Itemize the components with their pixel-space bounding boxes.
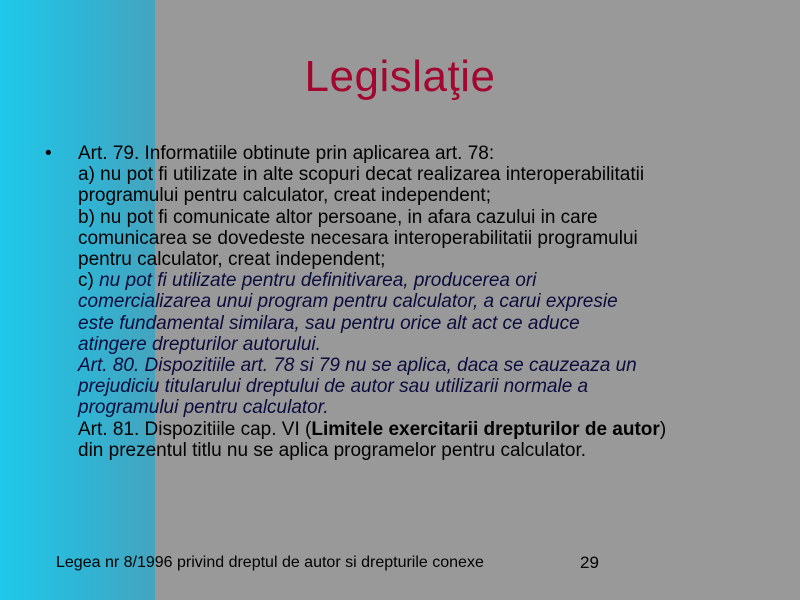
- slide-body: [78, 143, 773, 461]
- italic-line: comercializarea unui program pentru calculator, a carui expresie: [78, 291, 618, 313]
- list-marker-c: c): [78, 270, 100, 292]
- italic-clause: nu pot fi utilizate pentru definitivarea, producerea ori: [99, 270, 537, 292]
- body-line: comunicarea se dovedeste necesara interoperabilitatii programului: [78, 227, 638, 249]
- page-number: 29: [580, 553, 599, 572]
- bullet-icon: •: [45, 143, 52, 164]
- art81-prefix: Art. 81. Dispozitiile cap. VI (: [78, 418, 312, 440]
- body-line: [78, 270, 773, 291]
- body-line: pentru calculator, creat independent;: [78, 249, 386, 271]
- italic-line: Art. 80. Dispozitiile art. 78 si 79 nu se aplica, daca se cauzeaza un: [78, 355, 637, 377]
- bold-phrase: Limitele exercitarii drepturilor de autor: [311, 418, 660, 440]
- italic-line: este fundamental similara, sau pentru orice alt act ce aduce: [78, 312, 580, 334]
- body-line: b) nu pot fi comunicate altor persoane, in afara cazului in care: [78, 206, 598, 228]
- slide-footer: Legea nr 8/1996 privind dreptul de autor si drepturile conexe: [56, 554, 484, 571]
- italic-line: programului pentru calculator.: [78, 397, 329, 419]
- art81-close-paren: ): [659, 418, 667, 440]
- body-line: a) nu pot fi utilizate in alte scopuri decat realizarea interoperabilitatii: [78, 164, 645, 186]
- italic-line: atingere drepturilor autorului.: [78, 333, 321, 355]
- body-line: programului pentru calculator, creat independent;: [78, 185, 491, 207]
- body-line: din prezentul titlu nu se aplica programelor pentru calculator.: [78, 439, 587, 461]
- body-line: [78, 419, 773, 440]
- italic-line: prejudiciu titularului dreptului de autor sau utilizarii normale a: [78, 376, 589, 398]
- slide-title: Legislaţie: [304, 52, 496, 101]
- body-line: Art. 79. Informatiile obtinute prin aplicarea art. 78:: [78, 143, 495, 164]
